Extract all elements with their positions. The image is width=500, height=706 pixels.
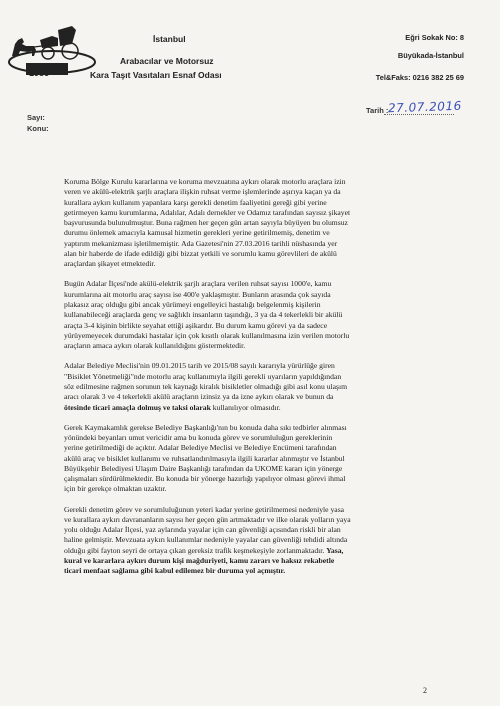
text-line: Büyükşehir Belediyesi Ulaşım Daire Başkanlığı tarafından da UKOME kararı için yönerge — [64, 463, 343, 473]
text-line — [64, 546, 448, 556]
text-line: durumu önlemek amacıyla kamusal hizmetin gerekleri yerine getirilmemiş, denetim ve — [64, 228, 330, 238]
text-line: yaptırım mekanizması işletilmemiştir. Ada Gazetesi'nin 27.03.2016 tarihli nüshasında yer — [64, 238, 338, 248]
address-phone: Tel&Faks: 0216 382 25 69 — [375, 73, 464, 82]
org-line-3: Kara Taşıt Vasıtaları Esnaf Odası — [90, 70, 222, 80]
bold-text-line: kural ve kararlara aykırı durum kişi mağduriyeti, kamu zararı ve haksız rekabetle — [64, 555, 335, 565]
founding-year: 1986 — [29, 68, 50, 78]
text-line: plakasız araç olduğu gibi ancak yürümeyi engelleyici hastalığı belgelenmiş kişilerin — [64, 300, 321, 310]
paragraph-2 — [64, 279, 448, 351]
text-line: yönündeki beyanları umut vericidir ama bu konuda görev ve sorumluluğun gereklerinin — [64, 432, 333, 442]
text-line: kurumlarına ait motorlu araç sayısı ise 400'e yaklaşmıştır. Bunların arasında çok sayıda — [64, 289, 331, 299]
address-district: Büyükada-İstanbul — [397, 51, 464, 60]
text-line: araçların amaca aykırı olarak kullanıldığını göstermektedir. — [64, 341, 246, 351]
paragraph-3 — [64, 361, 448, 412]
text-line: çalışmaları sürdürülmektedir. Bu konuda bir yönerge hazırlığı yapılıyor olması görevi ihmal — [64, 474, 346, 484]
konu-label: Konu: — [27, 124, 49, 133]
paragraph-4 — [64, 423, 448, 495]
text-run: olduğu gibi fayton seyri de ortaya çıkan gereksiz trafik keşmekeşiyle zorlanmaktadır. — [64, 545, 327, 555]
text-line: yolu olduğu Adalar İlçesi, yaz aylarında yayalar için can güvenliği açısından riskli bir alan — [64, 525, 341, 535]
text-line: "Bisiklet Yönetmeliği"nde motorlu araç kullanımıyla ilgili gerekli uyarıların yapıldığından — [64, 371, 342, 381]
tarih-label: Tarih : — [366, 106, 389, 115]
letter-body — [64, 177, 448, 586]
handwritten-date: 27.07.2016 — [387, 98, 462, 116]
sayi-label: Sayı: — [27, 113, 45, 122]
text-line: aracı olarak 3 ve 4 tekerlekli akülü araçların izinsiz ya da izne aykırı olarak ve bunun da — [64, 392, 334, 402]
paragraph-5 — [64, 505, 448, 577]
text-line: getirmeyen kamu kurumlarına, Adalılar, Adalı dernekler ve Odamız tarafından sayısız şikayet — [64, 207, 351, 217]
text-line: başvurusunda bulunulmuştur. Buna rağmen her geçen gün artan sayıyla büyüyen bu olumsuz — [64, 218, 348, 228]
text-line: Gerekli denetim görev ve sorumluluğunun yeteri kadar yerine getirilmemesi nedeniyle yasa — [64, 504, 345, 514]
text-line: araçlardan şikayet etmektedir. — [64, 259, 156, 269]
text-line: kullanabileceği araçlarda genç ve sağlıklı insanların taşındığı, 3 ya da 4 tekerlekli bir akülü — [64, 310, 343, 320]
text-line: yerine getirilmediği de açıktır. Adalar Belediye Meclisi ve Belediye Encümeni tarafından — [64, 443, 337, 453]
text-line: veren ve akülü-elektrik şarjlı araçlara ilişkin ruhsat verme işlemlerinde aşırıya kaçan ya da — [64, 187, 341, 197]
text-line: Koruma Bölge Kurulu kararlarına ve koruma mevzuatına aykırı olarak motorlu araçlara izin — [64, 177, 346, 186]
org-line-2: Arabacılar ve Motorsuz — [120, 56, 214, 66]
bold-phrase: ötesinde ticari amaçla dolmuş ve taksi olarak — [64, 402, 211, 412]
text-line: Bugün Adalar İlçesi'nde akülü-elektrik şarjlı araçlara verilen ruhsat sayısı 1000'e, kamu — [64, 279, 332, 289]
text-line: haline gelmiştir. Mevzuata aykırı kullanımlar nedeniyle yayalar can güvenliği tehdidi altında — [64, 535, 348, 545]
address-street: Eğri Sokak No: 8 — [405, 33, 464, 42]
text-line — [64, 403, 448, 413]
text-line: için bir gerekçe olmaktan uzaktır. — [64, 484, 167, 494]
text-line: yürüyemeyecek durumdaki hastalar için çok kısıtlı olarak kullanılmasına izin verilen motorlu — [64, 330, 350, 340]
date-dotted-line — [384, 114, 454, 115]
carriage-logo — [6, 22, 98, 82]
text-line: kurallara aykırı kullanım yapanlara karşı gerekli denetim faaliyetini gereği gibi yerine — [64, 197, 327, 207]
paragraph-1 — [64, 177, 448, 270]
text-run: kullanılıyor olmasıdır. — [210, 402, 281, 412]
text-line: söz edilmesine rağmen sorunun tek kaynağı kiralık bisikletler olmadığı gibi asıl konu ulaşım — [64, 381, 348, 391]
text-line: alan bir haberde de ifade edildiği gibi bizzat yetkili ve sorumlu kamu görevlileri de akülü — [64, 249, 337, 259]
text-line: araçta 3-4 kişinin birlikte seyahat ettiği aşikardır. Bu durum kamu görevi ya da sadece — [64, 320, 328, 330]
org-line-1: İstanbul — [153, 34, 186, 44]
page-number: 2 — [423, 686, 427, 695]
text-line: akülü araç ve bisiklet kullanımı ve ruhsatlandırılmasıyla ilgili kararlar alınmıştır ve İstanbul — [64, 453, 345, 463]
text-line: ve kurallara aykırı davrananların sayısı her geçen gün artmaktadır ve ilke olarak yolların yaya — [64, 514, 351, 524]
bold-text-line: ticari menfaat sağlama gibi kabul edilemez bir duruma yol açmıştır. — [64, 566, 286, 576]
text-line: Gerek Kaymakamlık gerekse Belediye Başkanlığı'nın bu konuda daha sıkı tedbirler alınması — [64, 422, 347, 432]
bold-phrase: Yasa, — [326, 545, 344, 555]
text-line: Adalar Belediye Meclisi'nin 09.01.2015 tarih ve 2015/08 sayılı kararıyla yürürlüğe giren — [64, 361, 335, 371]
